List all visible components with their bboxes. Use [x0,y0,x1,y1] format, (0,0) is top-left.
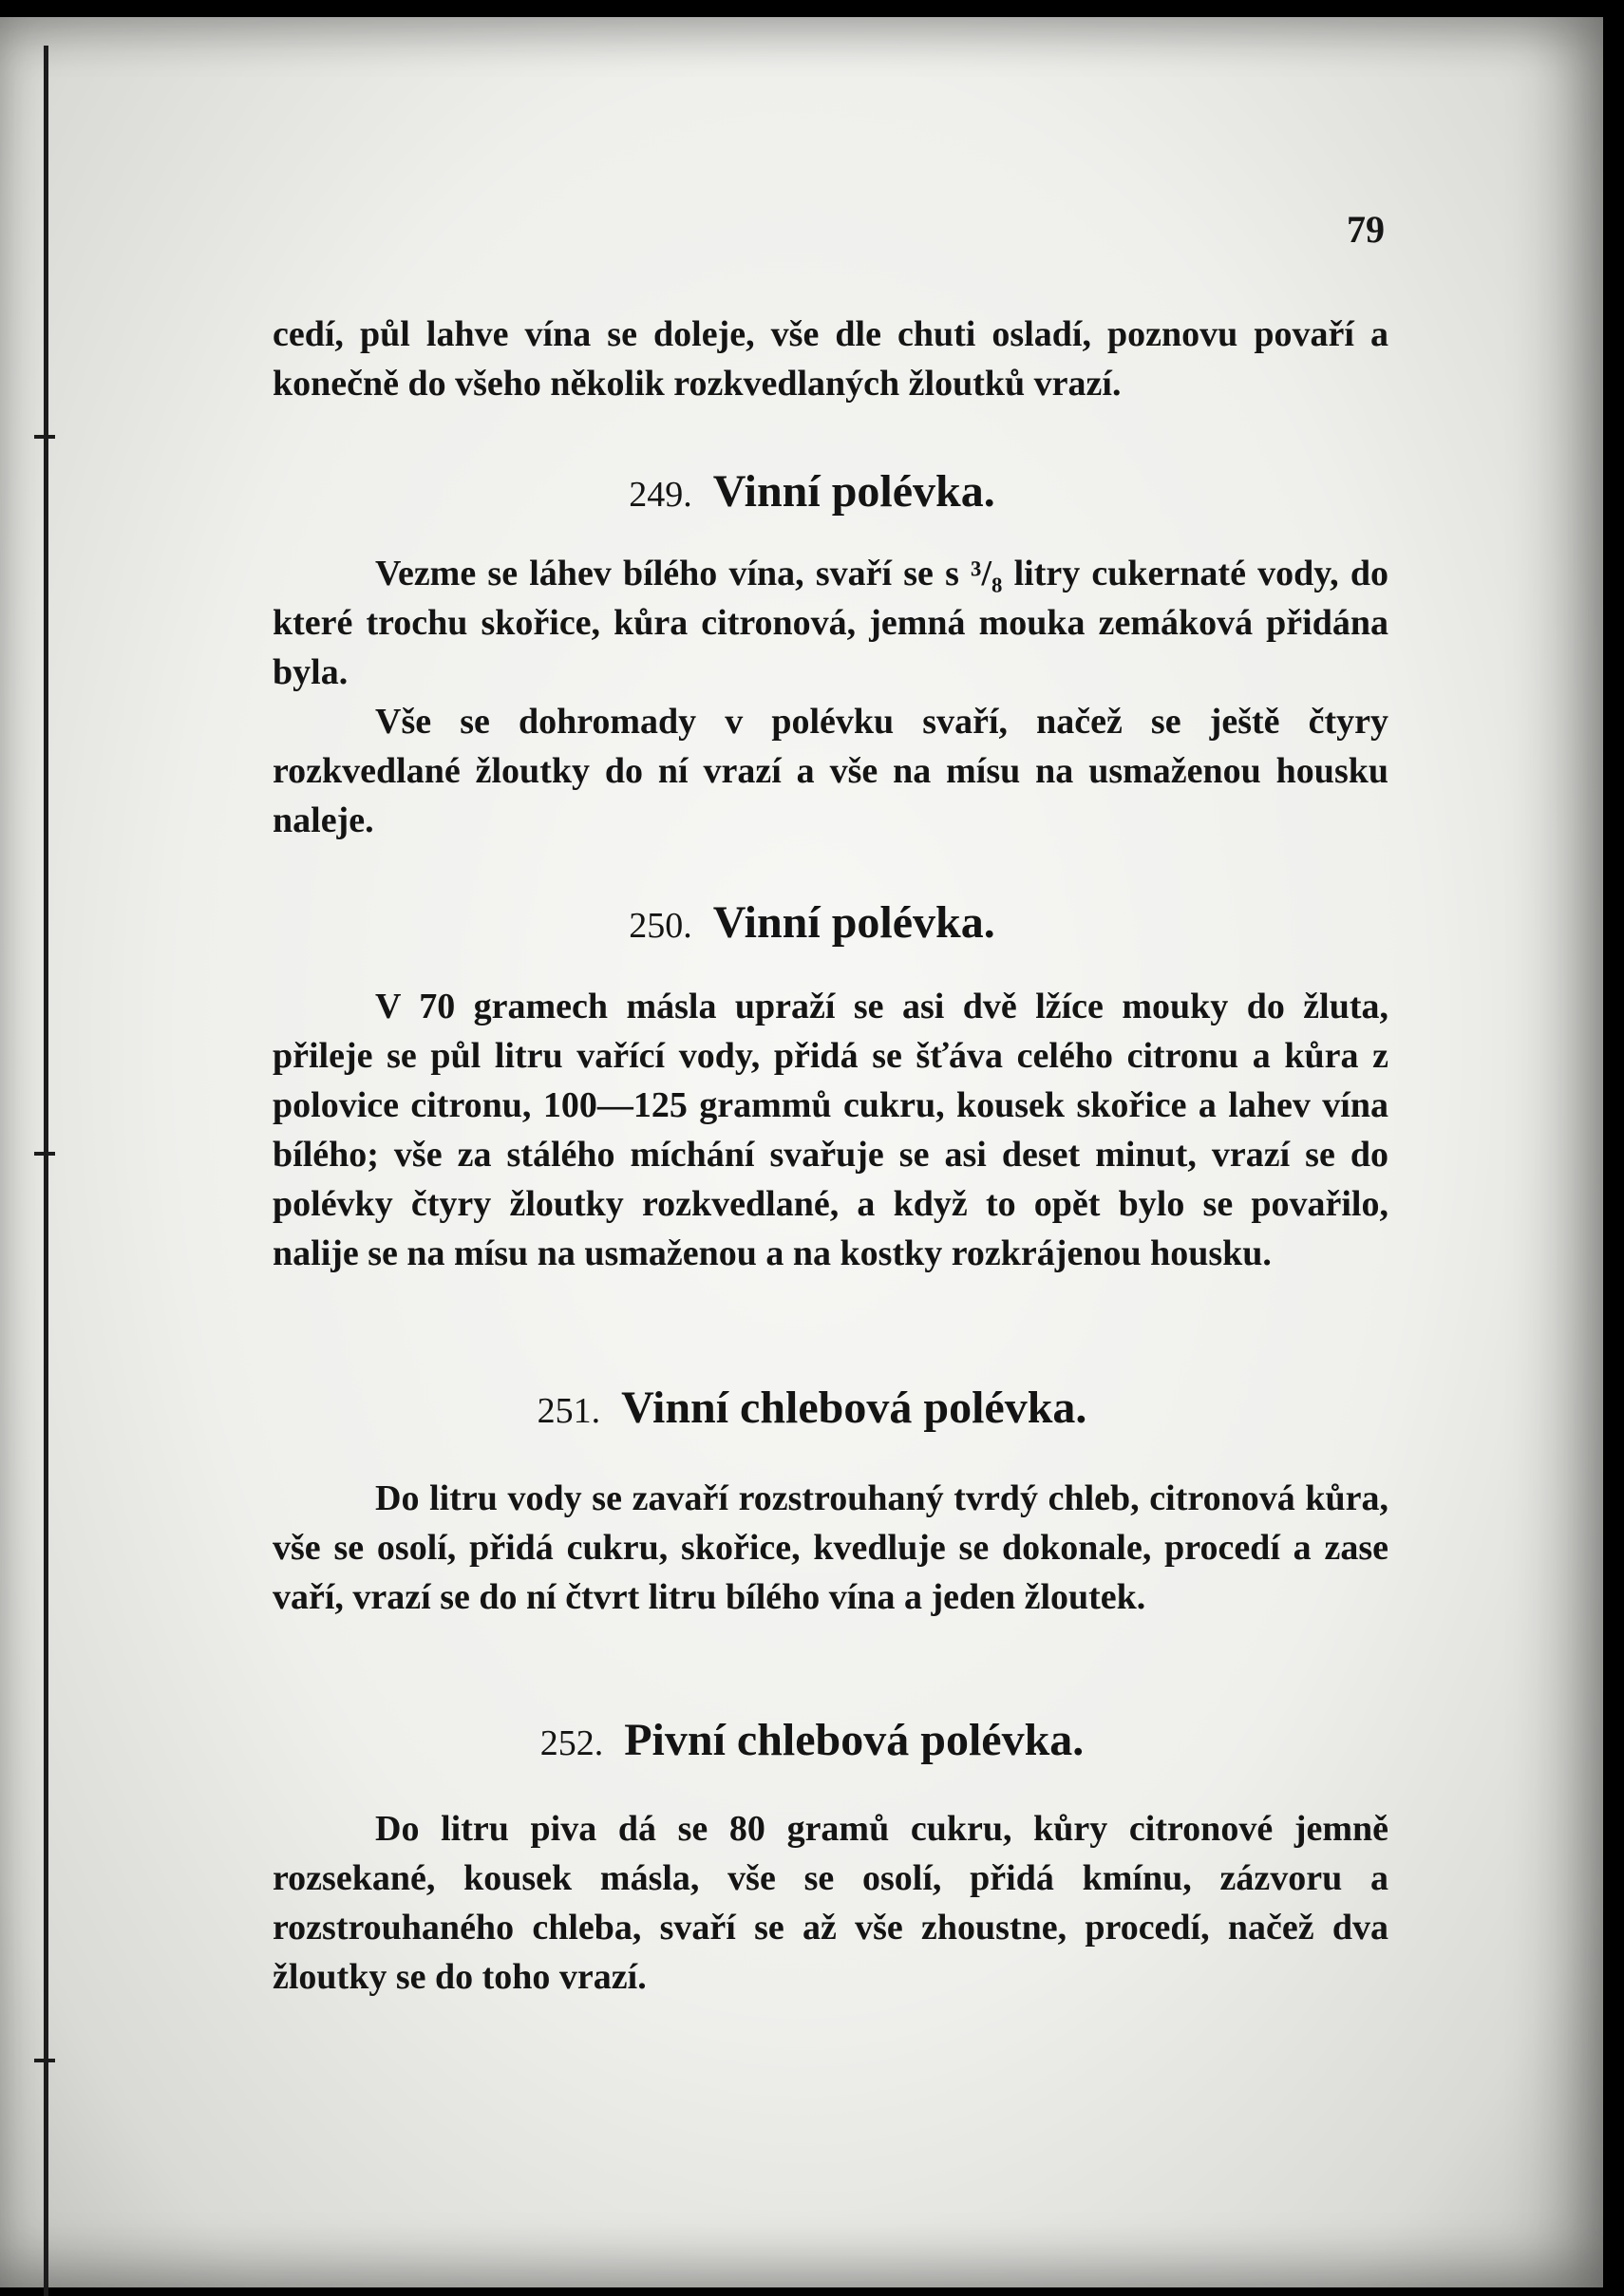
binding-mark [34,435,55,439]
page-number: 79 [1347,208,1385,251]
recipe-number: 252. [539,1723,604,1763]
recipe-body-251 [273,1474,1388,1622]
recipe-heading-252 [0,1714,1624,1766]
recipe-body-252 [273,1804,1388,2002]
recipe-heading-250 [0,896,1624,949]
recipe-title: Vinní polévka. [712,466,995,517]
recipe-number: 250. [629,906,692,946]
recipe-title: Vinní polévka. [712,897,995,948]
intro-block [273,310,1388,408]
recipe-body-250 [273,982,1388,1278]
recipe-number: 249. [629,475,692,515]
recipe-heading-249 [0,465,1624,518]
recipe-heading-251 [0,1382,1624,1434]
recipe-paragraph: V 70 gramech másla upraží se asi dvě lžíce mouky do žluta, přileje se půl litru vařící vody, přidá se šťáva celého citronu a kůra z polovice citronu, 100—125 grammů cukru, kousek skořice a lahev vína bílého; vše za stálého míchání svařuje se asi deset minut, vrazí se do polévky čtyry žloutky rozkvedlané, a když to opět bylo se povařilo, nalije se na mísu na usmaženou a na kostky rozkrájenou housku. [273,987,1388,1273]
recipe-paragraph: Vezme se láhev bílého vína, svaří se s ³/₈ litry cukernaté vody, do které trochu skořice, kůra citronová, jemná mouka zemáková přidána byla. [273,554,1388,692]
recipe-paragraph: Do litru piva dá se 80 gramů cukru, kůry citronové jemně rozsekané, kousek másla, vše se osolí, přidá kmínu, zázvoru a rozstrouhaného chleba, svaří se až vše zhoustne, procedí, načež dva žloutky se do toho vrazí. [273,1809,1388,1997]
page-binding-edge [44,46,48,2296]
recipe-title: Vinní chlebová polévka. [621,1383,1087,1433]
recipe-title: Pivní chlebová polévka. [624,1715,1085,1765]
intro-paragraph: cedí, půl lahve vína se doleje, vše dle chuti osladí, poznovu povaří a konečně do všeho několik rozkvedlaných žloutků vrazí. [273,314,1388,404]
binding-mark [34,1152,55,1156]
recipe-paragraph: Vše se dohromady v polévku svaří, načež se ještě čtyry rozkvedlané žloutky do ní vrazí a vše na mísu na usmaženou housku naleje. [273,702,1388,840]
binding-mark [34,2059,55,2062]
recipe-body-249 [273,549,1388,845]
recipe-paragraph: Do litru vody se zavaří rozstrouhaný tvrdý chleb, citronová kůra, vše se osolí, přidá cukru, skořice, kvedluje se dokonale, procedí a zase vaří, vrazí se do ní čtvrt litru bílého vína a jeden žloutek. [273,1478,1388,1617]
recipe-number: 251. [537,1391,601,1431]
